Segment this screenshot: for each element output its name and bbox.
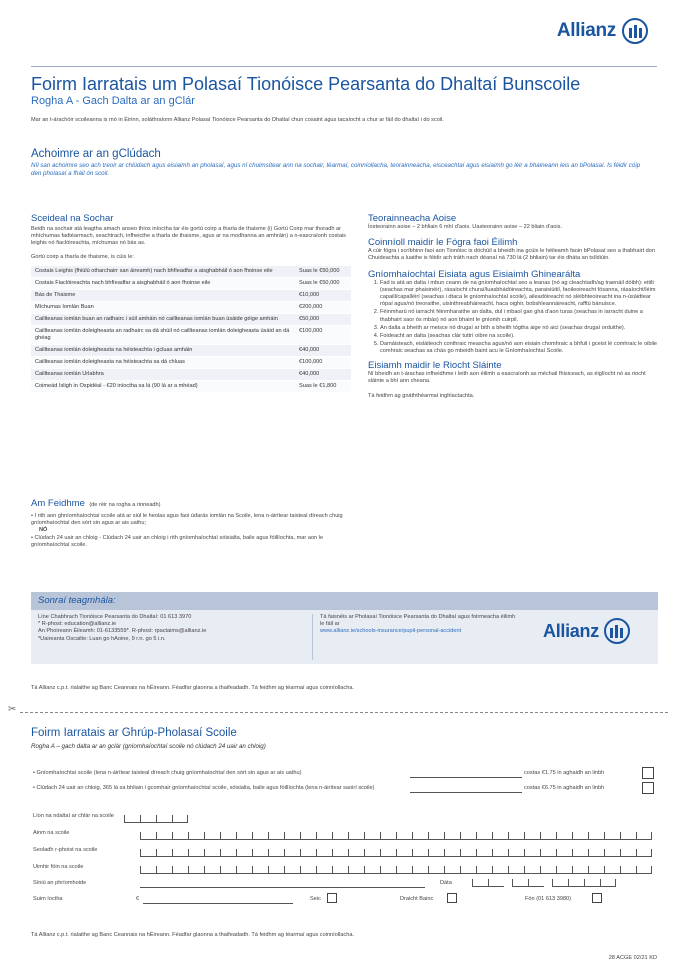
health-heading: Eisiamh maidir le Riocht Sláinte	[368, 359, 502, 371]
phone-payment-checkbox[interactable]	[592, 893, 602, 903]
benefit-row	[31, 289, 351, 301]
option-label: Gníomhaíochtaí scoile (lena n-áirítear taisteal díreach chuig gníomhaíochtaí den sórt sin agus ar ais uathu)	[36, 770, 302, 776]
benefit-row	[31, 265, 351, 277]
exclusions-list	[368, 280, 658, 356]
exclusions-heading: Gníomhaíochtaí Eisiata agus Eisiaimh Ghinearálta	[368, 268, 581, 280]
regulation-text: Tá Allianz c.p.t. rialaithe ag Banc Ceannais na hÉireann. Féadfar glaonna a thaifeadadh. Tá feidhm ag téarmaí agus coinníollacha.	[31, 685, 354, 691]
allianz-eagle-icon	[622, 18, 648, 44]
allianz-eagle-icon	[604, 618, 630, 644]
benefit-value: Suas le €50,000	[295, 265, 351, 277]
school-phone-field[interactable]	[140, 866, 652, 874]
option-label: Clúdach 24 uair an chloig, 365 lá sa bhliain i gcomhair gníomhaíochtaí scoile, sóisialta, baile agus fóillíochta (lena n-áirítear saoirí scoile)	[36, 785, 375, 791]
benefit-item: Caillteanas iomlán Urlabhra	[31, 368, 295, 380]
benefit-item: Bás de Thaisme	[31, 289, 295, 301]
brand-name: Allianz	[543, 620, 599, 641]
page-subtitle: Rogha A - Gach Dalta ar an gClár	[31, 95, 195, 107]
option-line	[410, 777, 522, 778]
benefit-item: Costais Fiaclóireachta nach bhfíeadfar a aisghabháil ó aon fhoinse eile	[31, 277, 295, 289]
signature-field[interactable]	[140, 887, 425, 888]
form-regulation: Tá Allianz c.p.t. rialaithe ag Banc Ceannais na hÉireann. Féadfar glaonna a thaifeadadh. Tá feidhm ag téarmaí agus coinníollacha.	[31, 932, 354, 938]
claim-heading: Coinníoll maidir le Fógra faoi Éilimh	[368, 237, 518, 249]
benefit-item: Costais Leighis (fhiúlú otharchairr san áireamh) nach bhfíeadfar a aisghabháil ó aon fhoinse eile	[31, 265, 295, 277]
benefit-value: €200,000	[295, 301, 351, 313]
benefit-row	[31, 344, 351, 356]
pupil-count-field[interactable]	[124, 815, 188, 823]
benefit-row	[31, 313, 351, 325]
benefit-value: €10,000	[295, 289, 351, 301]
operation-or: NÓ	[39, 527, 48, 534]
benefit-item: Caillteanas iomlán doleigheasta na héisteachta sa dá chluas	[31, 356, 295, 368]
amount-label: Suim íoctha	[33, 896, 63, 902]
benefit-item: Coimeád Isligh in Ospidéal - €20 iníoctha sa lá (90 lá ar a mhéad)	[31, 380, 295, 392]
benefit-value: €100,000	[295, 356, 351, 368]
exclusion-item: 3. An dalta a bheith ar meisce nó drugaí ar bith a bheith tógtha aige nó aici (seachas drugaí orduithe).	[380, 325, 658, 332]
contact-line: Líne Chabhrach Tionóisce Pearsanta do Dhaltaí: 01 613 3970	[38, 614, 192, 620]
benefits-heading: Sceideal na Sochar	[31, 213, 114, 224]
contact-right-text: Tá faisnéis ar Pholasaí Tionóisce Pearsanta do Dhaltaí agus foirmeacha éilimh le fáil ar	[320, 614, 516, 628]
brand-name: Allianz	[556, 20, 616, 41]
field-label: Ainm na scoile	[33, 830, 70, 836]
benefit-row	[31, 301, 351, 313]
health-footer: Tá feidhm ag gnáththéarmaí inghlactachta.	[368, 393, 475, 400]
benefits-intro: Beidh na sochair atá leagtha amach anseo thíos iníoctha tar éis gortú coirp a tharla de thaisme (i) Gortú Coirp mar thoradh ar mhíchumas fadtéarmach, seachtrach, infheicthe a tharla de thaisme, agus ar na modhanna an amhráin) a n-eascraíonh costais leighis nó fiaclóireachta, míchumas nó bás as.	[31, 226, 346, 247]
exclusion-item: 2. Féinmharú nó iarracht féinmharaithe an dalta, dul i mbaol gan ghá d'aon turas (seachas in iarracht duine a thabhairt saor ós mbás) nó aon bhaint le gníomh cuirpil.	[380, 309, 658, 323]
health-text: Ní bheidh an t-árachas infheidhme i leith aon éilimh a eascraíonh as méchail fhisiceach, as éiglíocht nó as riocht sláinte a bhí ann cheana.	[368, 370, 646, 384]
operation-heading: Am Feidhme	[31, 498, 85, 509]
operation-item: I rith aon ghníomhaíochtaí scoile atá ar siúl le heolas agus faoi údarás iomlán na Scoile, lena n-áirítear taisteal díreach chuig gníomhaíochtaí den sórt sin agus ar ais uathu;	[31, 513, 343, 527]
form-code: 28 ACGE 02/21 KD	[608, 955, 657, 961]
school-name-field[interactable]	[140, 832, 652, 840]
cut-line	[20, 712, 668, 713]
summary-text: Níl san achoimre seo ach treoir ar chlúdach agus eisiaimh an pholasaí, agus ní chuimsítear ann na sochair, téarmaí, coinníollacha, teorainneacha, eisceachtaí agus eisiaimh go léir a bhaineann leis an bPolasaí. Is féidir cóip den pholasaí a fháil ón scoil.	[31, 162, 641, 178]
payment-label: Fón (01 613 3980)	[525, 896, 572, 902]
payment-label: Draicht Bainc	[400, 896, 434, 902]
field-label: Líon na ndaltaí ar chlár na scoile	[33, 813, 114, 819]
benefit-value: €50,000	[295, 313, 351, 325]
contact-link[interactable]: www.allianz.ie/schools-insurance/pupil-personal-accident	[320, 628, 462, 635]
contact-band	[31, 592, 658, 610]
benefit-row	[31, 277, 351, 289]
field-label: Síniú an phríomhoide	[33, 880, 87, 886]
contact-divider	[312, 614, 313, 660]
date-field[interactable]	[472, 879, 616, 887]
contact-heading: Sonraí teagmhála:	[38, 595, 116, 606]
page-title: Foirm Iarratais um Polasaí Tionóisce Pearsanta do Dhaltaí Bunscoile	[31, 74, 581, 94]
option-24h-checkbox[interactable]	[642, 782, 654, 794]
allianz-logo-contact	[543, 618, 630, 644]
benefit-value: €40,000	[295, 368, 351, 380]
benefit-value: Suas le €1,800	[295, 380, 351, 392]
benefit-value: Suas le €50,000	[295, 277, 351, 289]
bank-draft-checkbox[interactable]	[447, 893, 457, 903]
contact-line: * R-phost: education@allianz.ie	[38, 621, 117, 628]
benefit-row	[31, 368, 351, 380]
benefit-item: Míchumas Iomlán Buan	[31, 301, 295, 313]
benefit-item: Caillteanas iomlán doleigheasta na héisteachta i gcluas amháin	[31, 344, 295, 356]
age-heading: Teorainneacha Aoise	[368, 213, 457, 224]
contact-line: *Uaireanta Oscailte: Luan go hAoine, 9 r.n. go 5 i.n.	[38, 635, 166, 642]
option-school-checkbox[interactable]	[642, 767, 654, 779]
benefit-row	[31, 325, 351, 344]
benefits-lead: Gortú coirp a tharla de thaisme, is cúis le:	[31, 253, 134, 260]
cheque-checkbox[interactable]	[327, 893, 337, 903]
amount-field[interactable]	[143, 903, 293, 904]
operation-note: (de réir na rogha a rinneadh)	[89, 502, 161, 508]
date-label: Dáta	[440, 880, 452, 886]
benefits-table	[31, 265, 351, 392]
divider	[31, 66, 657, 67]
scissors-icon: ✂	[8, 704, 17, 715]
option-line	[410, 792, 522, 793]
field-label: Uimhir fóin na scoile	[33, 864, 84, 870]
age-text: Íosteorainn aoise – 2 bhliain 6 mhí d'aois. Uasteorainn aoise – 22 bliain d'aois.	[368, 224, 563, 230]
intro-text: Mar an t-árachóir scoileanna is mó in Éirinn, soláthraíonn Allianz Polasaí Tionóisce Pearsanta do Dhaltaí chun cosaint agus tacaíocht a chur ar fáil do dhaltaí i do scoil.	[31, 117, 444, 123]
field-label: Seoladh r-phoist na scoile	[33, 847, 98, 853]
claim-text: A cúir fógra i scríbhinn faoi aon Tionóisc is dóchúil a bheidh ina gcúis le héileamh faoin bPolasaí seo a thabhairt don Chuideachta a luaithe is féidir ach tráth nach déanaí ná 730 lá (2 bhliain) tar éis dháta an tsíldiúin.	[368, 248, 656, 262]
summary-heading: Achoimre ar an gClúdach	[31, 148, 161, 160]
form-subheading: Rogha A – gach dalta ar an gclár (gníomhaíochtaí scoile nó clúdach 24 uair an chloig)	[31, 743, 266, 750]
exclusion-item: 4. Foideacht an dalta (seachas clár tuttrí oibre na scoile).	[380, 333, 658, 340]
allianz-logo	[557, 18, 648, 44]
benefit-row	[31, 380, 351, 392]
exclusion-item: 5. Damáisteach, eisláiteoch conthraic meascha agus/nó aon eisiain chomhraic a bhfuil i gceist lé comhraic le oibile comhraic seachas sa chás go mbeidh baint acu le Gníomhaíochtaí Scoile.	[380, 341, 658, 355]
option-cost: costas €6.75 in aghaidh an linbh	[524, 785, 605, 791]
benefit-item: Caillteanas iomlán buan an radhairc i súil amháin nó caillteanas iomlán buan úsáide géige amháin	[31, 313, 295, 325]
benefit-item: Caillteanas iomlán doleigheasta an radhairc sa dá shúil nó caillteanas iomlán doleigheasta úsáid an dá ghéag	[31, 325, 295, 344]
operation-item: Clúdach 24 uair an chloig - Clúdach 24 uair an chloig i rith gníomhaíochtaí sóisialta, baile agus fóillíochta, mar aon le gníomhaíochtaí scoile.	[31, 534, 324, 548]
benefit-value: €40,000	[295, 344, 351, 356]
school-email-field[interactable]	[140, 849, 652, 857]
benefit-value: €100,000	[295, 325, 351, 344]
payment-label: Seic	[310, 896, 321, 902]
form-heading: Foirm Iarratais ar Ghrúp-Pholasaí Scoile	[31, 727, 237, 739]
benefit-row	[31, 356, 351, 368]
contact-line: An Phoireann Éileamh: 01-6133559*. R-phost: rpactaims@allianz.ie	[38, 628, 207, 635]
option-cost: costas €1.75 in aghaidh an linbh	[524, 770, 605, 776]
currency-symbol: €	[136, 896, 140, 902]
exclusion-item: 1. Fad is atá an dalta i mbun ceann de na gníomhaíochtaí seo a leanas (nó ag cleachtadh/ag traenáil dóibh): eitilt (seachas mar phaisinéir), rásaíocht churaí/luasbhádóireachta, paraisiúitil, faoileoireacht fósanna, rásaíocht/léim capaill/capalléirí (seachas i dtaca le gníomhaíochtaí scoile), aileadóireacht nó sléibhteoireacht ina n-úsáidtear rópaí agus/nó treoraithe, uisinthreabháireacht, haca oighir, bobshleannáireacht, rafftú bánuisce.	[380, 280, 658, 309]
